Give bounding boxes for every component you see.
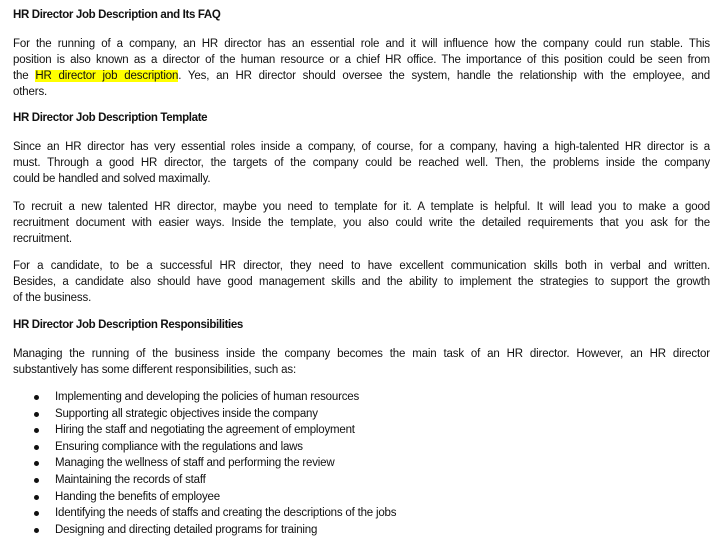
paragraph-template-2 — [13, 199, 710, 247]
bullet-icon — [34, 511, 39, 516]
bullet-icon — [34, 445, 39, 450]
bullet-icon — [34, 495, 39, 500]
bullet-icon — [34, 395, 39, 400]
section-heading-template: HR Director Job Description Template — [13, 112, 208, 124]
text-after-highlight: . Yes, an HR director should oversee the system, handle the relationship with the employee, and — [178, 70, 711, 82]
section-heading-responsibilities: HR Director Job Description Responsibilities — [13, 319, 243, 331]
paragraph-intro — [13, 36, 710, 100]
highlighted-link-text[interactable]: HR director job description — [35, 70, 179, 82]
bullet-icon — [34, 428, 39, 433]
bullet-icon — [34, 412, 39, 417]
paragraph-line: For the running of a company, an HR director has an essential role and it will influence how the company could run stable. This — [13, 38, 710, 50]
paragraph-template-1 — [13, 139, 710, 187]
paragraph-line: substantively has some different responsibilities, such as: — [13, 364, 297, 376]
paragraph-line: recruitment. — [13, 233, 72, 245]
document-page: HR Director Job Description and Its FAQ For the running of a company, an HR director has an essential role and it will influence how the company could run stable. This position is also known as a director of the human resource or a chief HR office. The importance of this position could be seen from the HR director job description. Yes, an HR director should oversee the system, handle the relationship with the employee, and others. HR Director Job Description Template Since an HR director has very essential roles inside a company, of course, for a company, having a high-talented HR director is a must. Through a good HR director, the targets of the company could be reached well. Then, the problems inside the company could be handled and solved maximally. To recruit a new talented HR director, maybe you need to template for it. A template is helpful. It will lead you to make a good recruitment document with easier ways. Inside the template, you also could write the detailed requirements that you ask for the recruitment. For a candidate, to be a successful HR director, they need to have excellent communication skills both in verbal and written. Besides, a candidate also should have good management skills and the ability to implement the strategies to support the growth of the business. HR Director Job Description Responsibilities Managing the running of the business inside the company becomes the main task of an HR director. However, an HR director substantively has some different responsibilities, such as: Implementing and developing the policies of human resources Supporting all strategic objectives inside the company Hiring the staff and negotiating the agreement of employment Ensuring compliance with the regulations and laws Managing the wellness of staff and performing the review Maintaining the records of staff Handing the benefits of employee Identifying the needs of staffs and creating the descriptions of the jobs Designing and directing detailed programs for training — [13, 9, 711, 536]
paragraph-line: recruitment document with easier ways. Inside the template, you also could write the detailed requirements that you ask for the — [13, 217, 710, 229]
paragraph-line: To recruit a new talented HR director, maybe you need to template for it. A template is helpful. It will lead you to make a good — [13, 201, 710, 213]
paragraph-line: Besides, a candidate also should have good management skills and the ability to implement the strategies to support the growth — [13, 276, 710, 288]
paragraph-line: Managing the running of the business inside the company becomes the main task of an HR director. However, an HR director — [13, 348, 710, 360]
paragraph-template-3 — [13, 258, 710, 306]
paragraph-responsibilities — [13, 346, 710, 378]
paragraph-line: For a candidate, to be a successful HR director, they need to have excellent communication skills both in verbal and written. — [13, 260, 710, 272]
paragraph-line: could be handled and solved maximally. — [13, 173, 211, 185]
paragraph-line: others. — [13, 86, 48, 98]
paragraph-line: must. Through a good HR director, the targets of the company could be reached well. Then, the problems inside the company — [13, 157, 710, 169]
paragraph-line: Since an HR director has very essential roles inside a company, of course, for a company, having a high-talented HR director is a — [13, 141, 710, 153]
bullet-icon — [34, 528, 39, 533]
paragraph-line: of the business. — [13, 292, 92, 304]
paragraph-line — [13, 68, 710, 84]
bullet-icon — [34, 478, 39, 483]
text-before-highlight: the — [13, 70, 36, 82]
bullet-icon — [34, 461, 39, 466]
section-heading-faq: HR Director Job Description and Its FAQ — [13, 9, 221, 21]
paragraph-line: position is also known as a director of the human resource or a chief HR office. The importance of this position could be seen from — [13, 54, 710, 66]
